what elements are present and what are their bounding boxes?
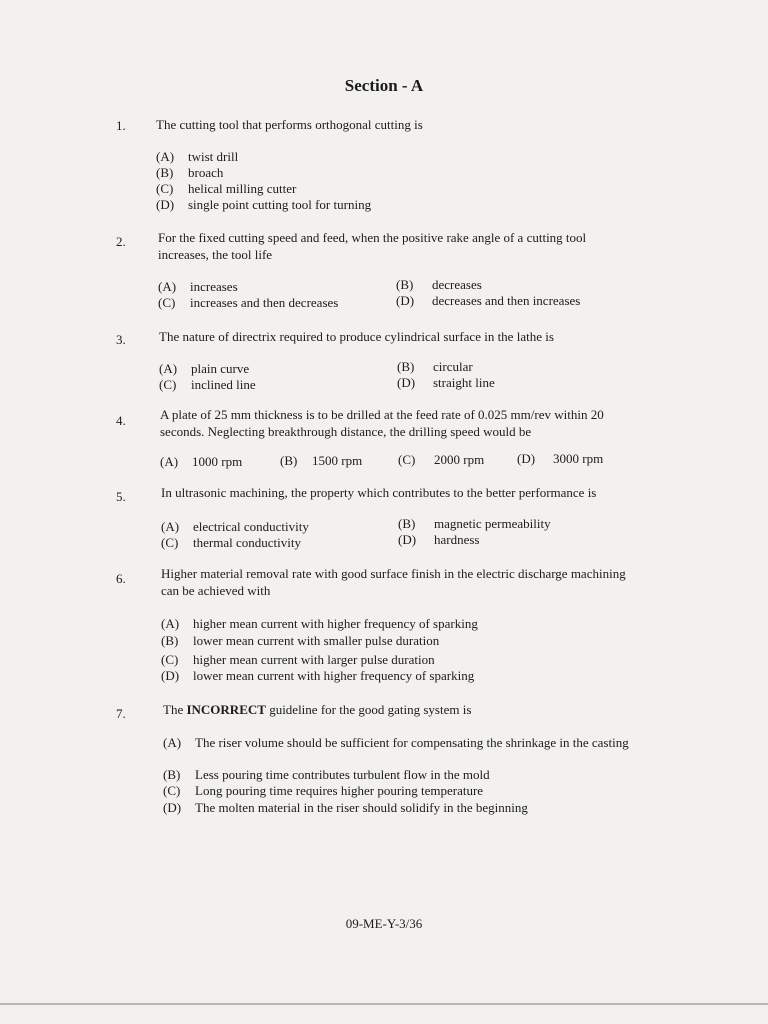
question-7-option-b: (B) Less pouring time contributes turbulent flow in the mold — [163, 767, 490, 782]
question-1-option-d: (D) single point cutting tool for turning — [156, 197, 372, 212]
question-5-option-a: (A) electrical conductivity — [161, 519, 309, 534]
question-3-option-a: (A) plain curve — [159, 361, 250, 376]
question-3-option-b: (B) circular — [397, 359, 473, 374]
question-1-text: The cutting tool that performs orthogonal cutting is — [156, 117, 423, 132]
question-3-option-d: (D) straight line — [397, 375, 495, 390]
question-4-option-b: (B) 1500 rpm — [280, 453, 363, 468]
question-1-option-c: (C) helical milling cutter — [156, 181, 297, 196]
question-7-option-d: (D) The molten material in the riser should solidify in the beginning — [163, 800, 528, 815]
page-bottom-edge — [0, 1003, 768, 1005]
question-4-option-d: (D) 3000 rpm — [517, 451, 604, 466]
question-1-number: 1. — [116, 118, 126, 133]
question-4-number: 4. — [116, 413, 126, 428]
question-7-option-a: (A) The riser volume should be sufficient for compensating the shrinkage in the casting — [163, 735, 629, 750]
question-3-number: 3. — [116, 332, 126, 347]
question-6-option-a: (A) higher mean current with higher frequency of sparking — [161, 616, 478, 631]
question-5-option-c: (C) thermal conductivity — [161, 535, 301, 550]
question-7-number: 7. — [116, 706, 126, 721]
question-6-text: Higher material removal rate with good surface finish in the electric discharge machining can be achieved with — [161, 566, 626, 598]
question-2-option-b: (B) decreases — [396, 277, 482, 292]
question-1-option-a: (A) twist drill — [156, 149, 239, 164]
question-4-option-c: (C) 2000 rpm — [398, 452, 485, 467]
question-6-option-c: (C) higher mean current with larger pulse duration — [161, 652, 435, 667]
question-4-option-a: (A) 1000 rpm — [160, 454, 243, 469]
question-5-text: In ultrasonic machining, the property which contributes to the better performance is — [161, 485, 597, 500]
question-7-option-c: (C) Long pouring time requires higher pouring temperature — [163, 783, 484, 798]
section-title: Section - A — [344, 76, 424, 95]
question-4-text: A plate of 25 mm thickness is to be drilled at the feed rate of 0.025 mm/rev within 20 seconds. Neglecting breakthrough distance, the drilling speed would be — [160, 407, 604, 439]
question-7-text: The INCORRECT guideline for the good gating system is — [163, 702, 472, 717]
question-1-option-b: (B) broach — [156, 165, 224, 180]
question-6-number: 6. — [116, 571, 126, 586]
page-footer: 09-ME-Y-3/36 — [345, 916, 423, 931]
question-6-option-d: (D) lower mean current with higher frequency of sparking — [161, 668, 475, 683]
question-5-option-d: (D) hardness — [398, 532, 480, 547]
question-2-text: For the fixed cutting speed and feed, when the positive rake angle of a cutting tool increases, the tool life — [158, 230, 587, 262]
question-2-number: 2. — [116, 234, 126, 249]
question-5-number: 5. — [116, 489, 126, 504]
question-6-option-b: (B) lower mean current with smaller pulse duration — [161, 633, 440, 648]
question-3-option-c: (C) inclined line — [159, 377, 256, 392]
question-2-option-c: (C) increases and then decreases — [158, 295, 339, 310]
question-2-option-d: (D) decreases and then increases — [396, 293, 581, 308]
question-5-option-b: (B) magnetic permeability — [398, 516, 551, 531]
question-3-text: The nature of directrix required to produce cylindrical surface in the lathe is — [159, 329, 554, 344]
question-2-option-a: (A) increases — [158, 279, 238, 294]
incorrect-emphasis: INCORRECT — [186, 702, 266, 717]
